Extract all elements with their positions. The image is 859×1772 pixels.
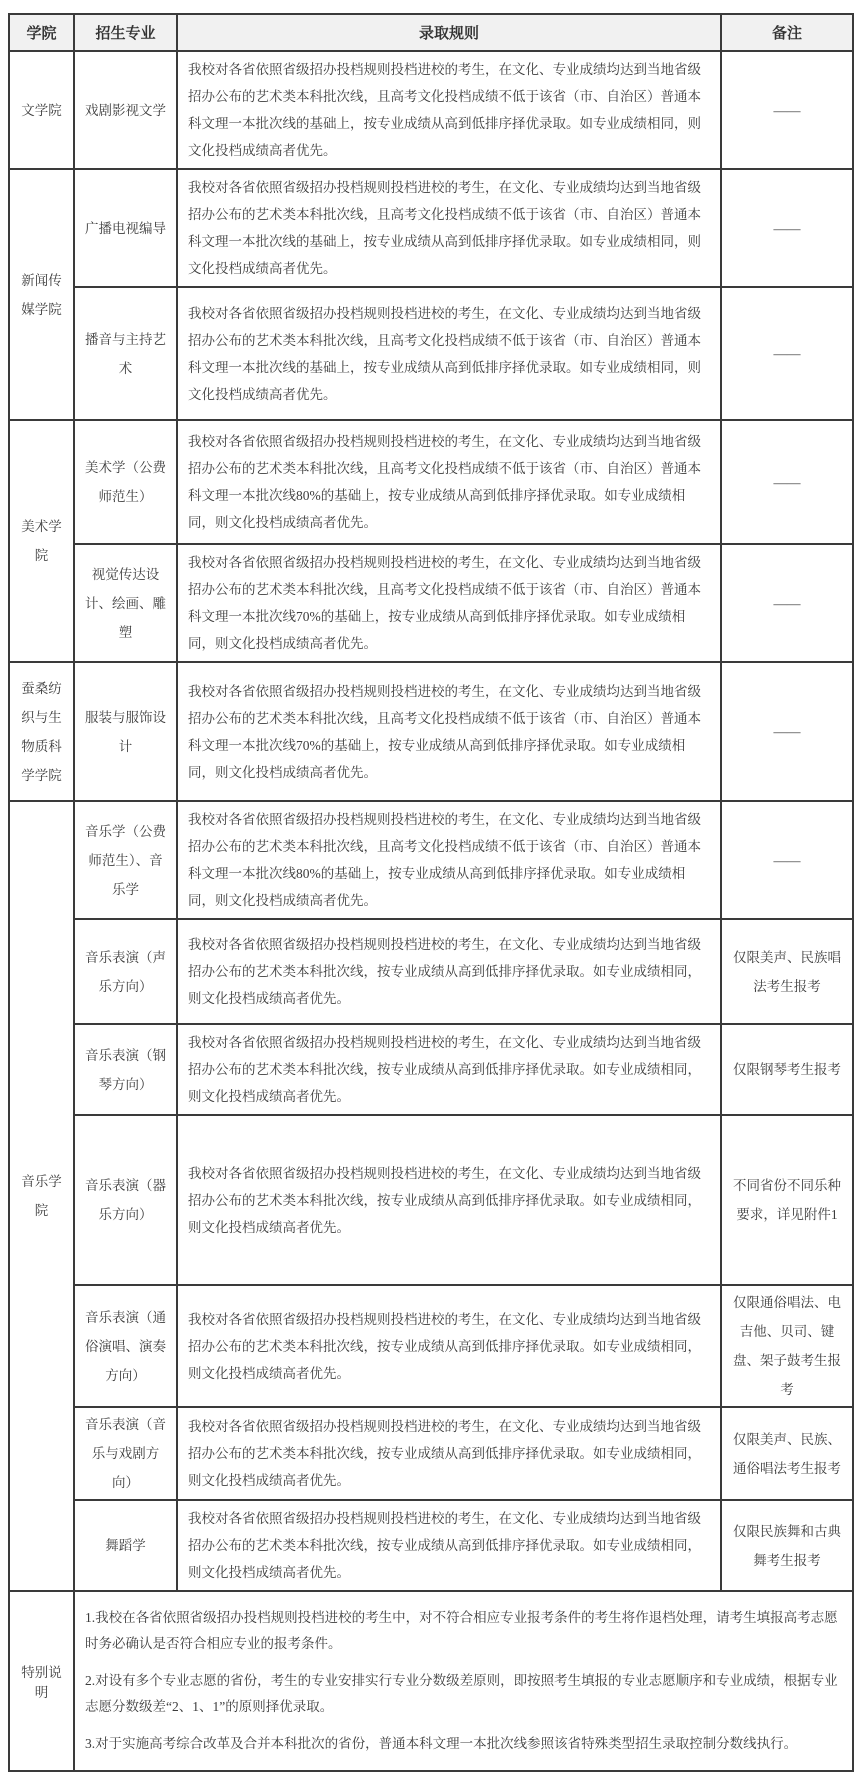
note-cell: 仅限美声、民族唱法考生报考 — [721, 919, 853, 1024]
rule-cell: 我校对各省依照省级招办投档规则投档进校的考生，在文化、专业成绩均达到当地省级招办公布的艺术类本科批次线，且高考文化投档成绩不低于该省（市、自治区）普通本科文理一本批次线70%的基础上，按专业成绩从高到低排序择优录取。如专业成绩相同，则文化投档成绩高者优先。 — [177, 662, 721, 801]
major-cell: 音乐表演（音乐与戏剧方向） — [74, 1407, 177, 1500]
note-cell: —— — [721, 420, 853, 544]
note-cell: 仅限民族舞和古典舞考生报考 — [721, 1500, 853, 1591]
table-row — [9, 169, 853, 287]
table-row — [9, 919, 853, 1024]
table-row — [9, 1115, 853, 1285]
table-row — [9, 801, 853, 919]
note-cell: —— — [721, 51, 853, 169]
college-cell: 文学院 — [9, 51, 74, 169]
college-cell: 新闻传媒学院 — [9, 169, 74, 420]
header-college: 学院 — [9, 14, 74, 51]
major-cell: 视觉传达设计、绘画、雕塑 — [74, 544, 177, 662]
major-cell: 广播电视编导 — [74, 169, 177, 287]
major-cell: 音乐表演（通俗演唱、演奏方向） — [74, 1285, 177, 1407]
note-cell: —— — [721, 801, 853, 919]
rule-cell: 我校对各省依照省级招办投档规则投档进校的考生，在文化、专业成绩均达到当地省级招办公布的艺术类本科批次线，且高考文化投档成绩不低于该省（市、自治区）普通本科文理一本批次线70%的基础上，按专业成绩从高到低排序择优录取。如专业成绩相同，则文化投档成绩高者优先。 — [177, 544, 721, 662]
major-cell: 音乐学（公费师范生）、音乐学 — [74, 801, 177, 919]
college-cell: 美术学院 — [9, 420, 74, 662]
table-row — [9, 287, 853, 420]
note-cell: —— — [721, 662, 853, 801]
table-row — [9, 51, 853, 169]
header-major: 招生专业 — [74, 14, 177, 51]
college-cell: 音乐学院 — [9, 801, 74, 1591]
special-note-content — [74, 1591, 853, 1771]
rule-cell: 我校对各省依照省级招办投档规则投档进校的考生，在文化、专业成绩均达到当地省级招办公布的艺术类本科批次线，且高考文化投档成绩不低于该省（市、自治区）普通本科文理一本批次线80%的基础上，按专业成绩从高到低排序择优录取。如专业成绩相同，则文化投档成绩高者优先。 — [177, 420, 721, 544]
major-cell: 戏剧影视文学 — [74, 51, 177, 169]
table-row — [9, 662, 853, 801]
rule-cell: 我校对各省依照省级招办投档规则投档进校的考生，在文化、专业成绩均达到当地省级招办公布的艺术类本科批次线，且高考文化投档成绩不低于该省（市、自治区）普通本科文理一本批次线80%的基础上，按专业成绩从高到低排序择优录取。如专业成绩相同，则文化投档成绩高者优先。 — [177, 801, 721, 919]
note-cell: 仅限美声、民族、通俗唱法考生报考 — [721, 1407, 853, 1500]
note-cell: 仅限钢琴考生报考 — [721, 1024, 853, 1115]
note-cell: 仅限通俗唱法、电吉他、贝司、键盘、架子鼓考生报考 — [721, 1285, 853, 1407]
table-row — [9, 1285, 853, 1407]
note-cell: —— — [721, 544, 853, 662]
note-cell: 不同省份不同乐种要求，详见附件1 — [721, 1115, 853, 1285]
admission-rules-table — [8, 13, 854, 1772]
header-rule: 录取规则 — [177, 14, 721, 51]
rule-cell: 我校对各省依照省级招办投档规则投档进校的考生，在文化、专业成绩均达到当地省级招办公布的艺术类本科批次线，且高考文化投档成绩不低于该省（市、自治区）普通本科文理一本批次线的基础上，按专业成绩从高到低排序择优录取。如专业成绩相同，则文化投档成绩高者优先。 — [177, 287, 721, 420]
table-row — [9, 1500, 853, 1591]
rule-cell: 我校对各省依照省级招办投档规则投档进校的考生，在文化、专业成绩均达到当地省级招办公布的艺术类本科批次线，按专业成绩从高到低排序择优录取。如专业成绩相同，则文化投档成绩高者优先。 — [177, 1285, 721, 1407]
major-cell: 音乐表演（器乐方向） — [74, 1115, 177, 1285]
major-cell: 播音与主持艺术 — [74, 287, 177, 420]
major-cell: 服装与服饰设计 — [74, 662, 177, 801]
table-row — [9, 544, 853, 662]
major-cell: 美术学（公费师范生） — [74, 420, 177, 544]
rule-cell: 我校对各省依照省级招办投档规则投档进校的考生，在文化、专业成绩均达到当地省级招办公布的艺术类本科批次线，且高考文化投档成绩不低于该省（市、自治区）普通本科文理一本批次线的基础上，按专业成绩从高到低排序择优录取。如专业成绩相同，则文化投档成绩高者优先。 — [177, 169, 721, 287]
rule-cell: 我校对各省依照省级招办投档规则投档进校的考生，在文化、专业成绩均达到当地省级招办公布的艺术类本科批次线，按专业成绩从高到低排序择优录取。如专业成绩相同，则文化投档成绩高者优先。 — [177, 919, 721, 1024]
special-note-item-2: 2.对设有多个专业志愿的省份，考生的专业安排实行专业分数级差原则，即按照考生填报的专业志愿顺序和专业成绩，根据专业志愿分数级差“2、1、1”的原则择优录取。 — [85, 1673, 838, 1714]
rule-cell: 我校对各省依照省级招办投档规则投档进校的考生，在文化、专业成绩均达到当地省级招办公布的艺术类本科批次线，按专业成绩从高到低排序择优录取。如专业成绩相同，则文化投档成绩高者优先。 — [177, 1024, 721, 1115]
table-row — [9, 1024, 853, 1115]
rule-cell: 我校对各省依照省级招办投档规则投档进校的考生，在文化、专业成绩均达到当地省级招办公布的艺术类本科批次线，按专业成绩从高到低排序择优录取。如专业成绩相同，则文化投档成绩高者优先。 — [177, 1115, 721, 1285]
rule-cell: 我校对各省依照省级招办投档规则投档进校的考生，在文化、专业成绩均达到当地省级招办公布的艺术类本科批次线，按专业成绩从高到低排序择优录取。如专业成绩相同，则文化投档成绩高者优先。 — [177, 1407, 721, 1500]
major-cell: 舞蹈学 — [74, 1500, 177, 1591]
note-cell: —— — [721, 169, 853, 287]
rule-cell: 我校对各省依照省级招办投档规则投档进校的考生，在文化、专业成绩均达到当地省级招办公布的艺术类本科批次线，按专业成绩从高到低排序择优录取。如专业成绩相同，则文化投档成绩高者优先。 — [177, 1500, 721, 1591]
college-cell: 蚕桑纺织与生物质科学学院 — [9, 662, 74, 801]
special-note-item-3: 3.对于实施高考综合改革及合并本科批次的省份，普通本科文理一本批次线参照该省特殊类型招生录取控制分数线执行。 — [85, 1736, 798, 1751]
special-note-row — [9, 1591, 853, 1771]
rule-cell: 我校对各省依照省级招办投档规则投档进校的考生，在文化、专业成绩均达到当地省级招办公布的艺术类本科批次线，且高考文化投档成绩不低于该省（市、自治区）普通本科文理一本批次线的基础上，按专业成绩从高到低排序择优录取。如专业成绩相同，则文化投档成绩高者优先。 — [177, 51, 721, 169]
header-row — [9, 14, 853, 51]
note-cell: —— — [721, 287, 853, 420]
table-row — [9, 420, 853, 544]
major-cell: 音乐表演（声乐方向） — [74, 919, 177, 1024]
special-note-label: 特别说明 — [9, 1591, 74, 1771]
major-cell: 音乐表演（钢琴方向） — [74, 1024, 177, 1115]
table-row — [9, 1407, 853, 1500]
header-note: 备注 — [721, 14, 853, 51]
special-note-item-1: 1.我校在各省依照省级招办投档规则投档进校的考生中，对不符合相应专业报考条件的考生将作退档处理，请考生填报高考志愿时务必确认是否符合相应专业的报考条件。 — [85, 1610, 838, 1651]
